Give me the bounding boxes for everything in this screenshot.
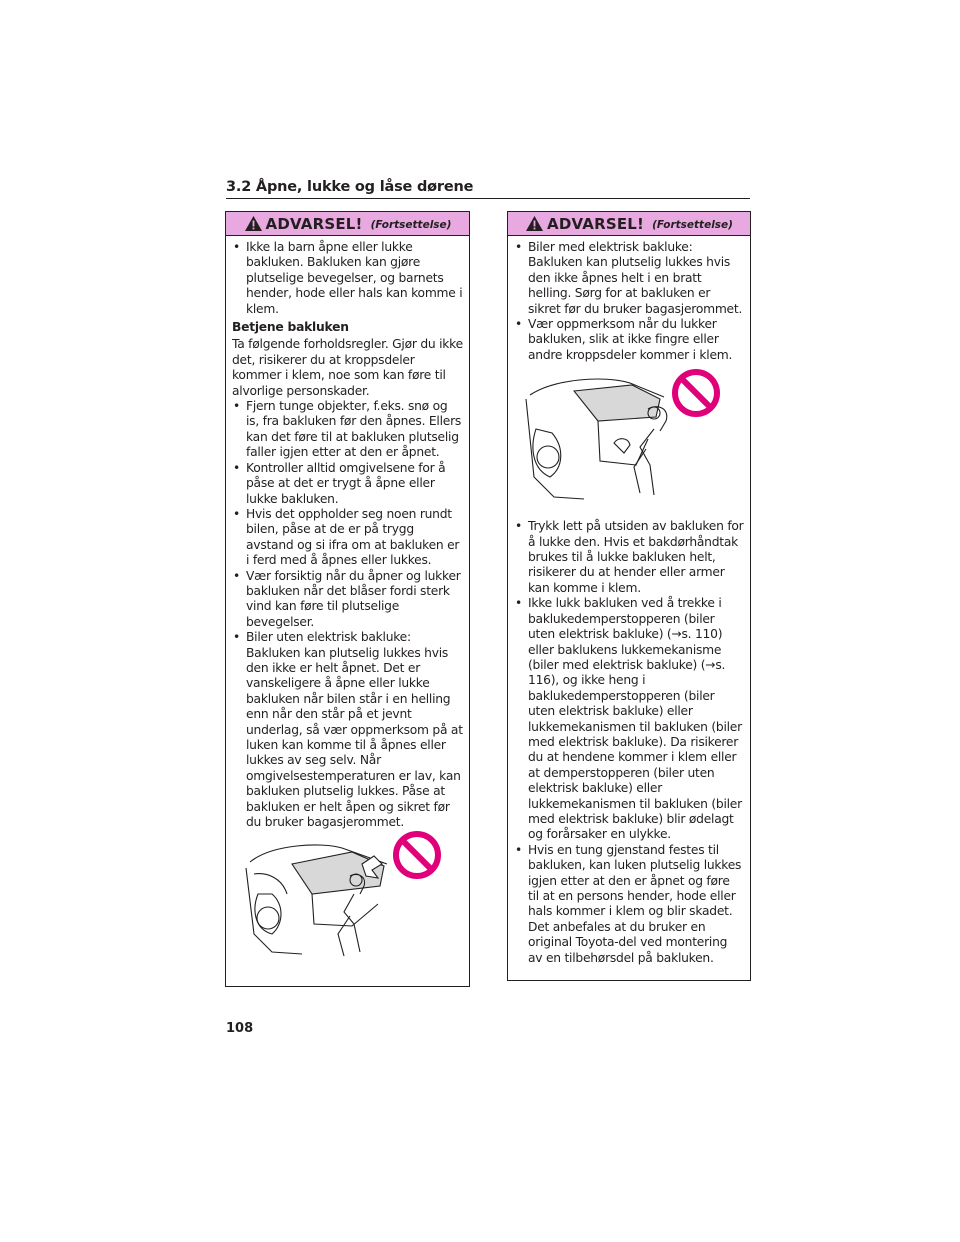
bullet-item: • Trykk lett på utsiden av bakluken for å lukke den. Hvis et bakdørhåndtak brukes til å lukke bakluken helt, risikerer du at hender eller armer kan komme i klem. (514, 519, 744, 596)
warning-box-right (507, 211, 751, 981)
section-title: 3.2 Åpne, lukke og låse dørene (226, 179, 474, 195)
warning-content (508, 236, 750, 966)
section-header (226, 176, 750, 199)
bullet-item: • Biler uten elektrisk bakluke: Bakluken kan plutselig lukkes hvis den ikke er helt åpnet. Det er vanskeligere å åpne eller lukke bakluken når bilen står i en helling enn når den står på et jevnt underlag, så vær oppmerksom på at luken kan komme til å åpnes eller lukkes av seg selv. Når omgivelsestemperaturen er lav, kan bakluken plutselig lukkes. Påse at bakluken er helt åpen og sikret før du bruker bagasjerommet. (232, 630, 463, 830)
bullet-item: • Ikke la barn åpne eller lukke bakluken. Bakluken kan gjøre plutselige bevegelser, og barnets hender, hode eller hals kan komme i klem. (232, 240, 463, 317)
warning-content (226, 236, 469, 974)
warning-title: ADVARSEL! (265, 214, 363, 233)
bullet-item: • Vær oppmerksom når du lukker bakluken, slik at ikke fingre eller andre kroppsdeler kommer i klem. (514, 317, 744, 363)
warning-box-left (225, 211, 470, 987)
bullet-item: • Hvis det oppholder seg noen rundt bilen, påse at de er på trygg avstand og si ifra om at bakluken er i ferd med å åpnes eller lukkes. (232, 507, 463, 569)
bullet-item: • Ikke lukk bakluken ved å trekke i baklukedemperstopperen (biler uten elektrisk bakluke) (→s. 110) eller baklukens lukkemekanisme (biler med elektrisk bakluke) (→s. 116), og ikke heng i baklukedemperstopperen (biler uten elektrisk bakluke) eller lukkemekanismen til bakluken (biler med elektrisk bakluke). Da risikerer du at hendene kommer i klem eller at demperstopperen (biler uten elektrisk bakluke) eller lukkemekanismen til bakluken (biler med elektrisk bakluke) blir ødelagt og forårsaker en ulykke. (514, 596, 744, 843)
warning-triangle-icon (525, 215, 544, 232)
prohibition-icon (391, 829, 443, 881)
bullet-item: • Fjern tunge objekter, f.eks. snø og is, fra bakluken før den åpnes. Ellers kan det føre til at bakluken plutselig faller igjen etter at den er åpnet. (232, 399, 463, 461)
bullet-item: • Hvis en tung gjenstand festes til bakluken, kan luken plutselig lukkes igjen etter at den er åpnet og føre til at en persons hender, hode eller hals kommer i klem og blir skadet. Det anbefales at du bruker en original Toyota-del ved montering av en tilbehørsdel på bakluken. (514, 843, 744, 966)
warning-subtitle: (Fortsettelse) (652, 218, 733, 231)
bullet-item: • Kontroller alltid omgivelsene for å påse at det er trygt å åpne eller lukke bakluken. (232, 461, 463, 507)
page-number: 108 (226, 1021, 254, 1036)
warning-header (508, 212, 750, 236)
bullet-item: • Biler med elektrisk bakluke: Bakluken kan plutselig lukkes hvis den ikke åpnes helt i en bratt helling. Sørg for at bakluken er sikret før du bruker bagasjerommet. (514, 240, 744, 317)
warning-triangle-icon (244, 215, 263, 232)
subheading: Betjene bakluken (232, 320, 349, 335)
warning-header (226, 212, 469, 236)
warning-subtitle: (Fortsettelse) (370, 218, 452, 231)
prohibition-icon (670, 367, 722, 419)
warning-title: ADVARSEL! (547, 214, 645, 233)
bullet-item: • Vær forsiktig når du åpner og lukker bakluken når det blåser fordi sterk vind kan føre til plutselige bevegelser. (232, 569, 463, 631)
paragraph: Ta følgende forholdsregler. Gjør du ikke det, risikerer du at kroppsdeler kommer i klem, noe som kan føre til alvorlige personskader. (232, 337, 463, 398)
